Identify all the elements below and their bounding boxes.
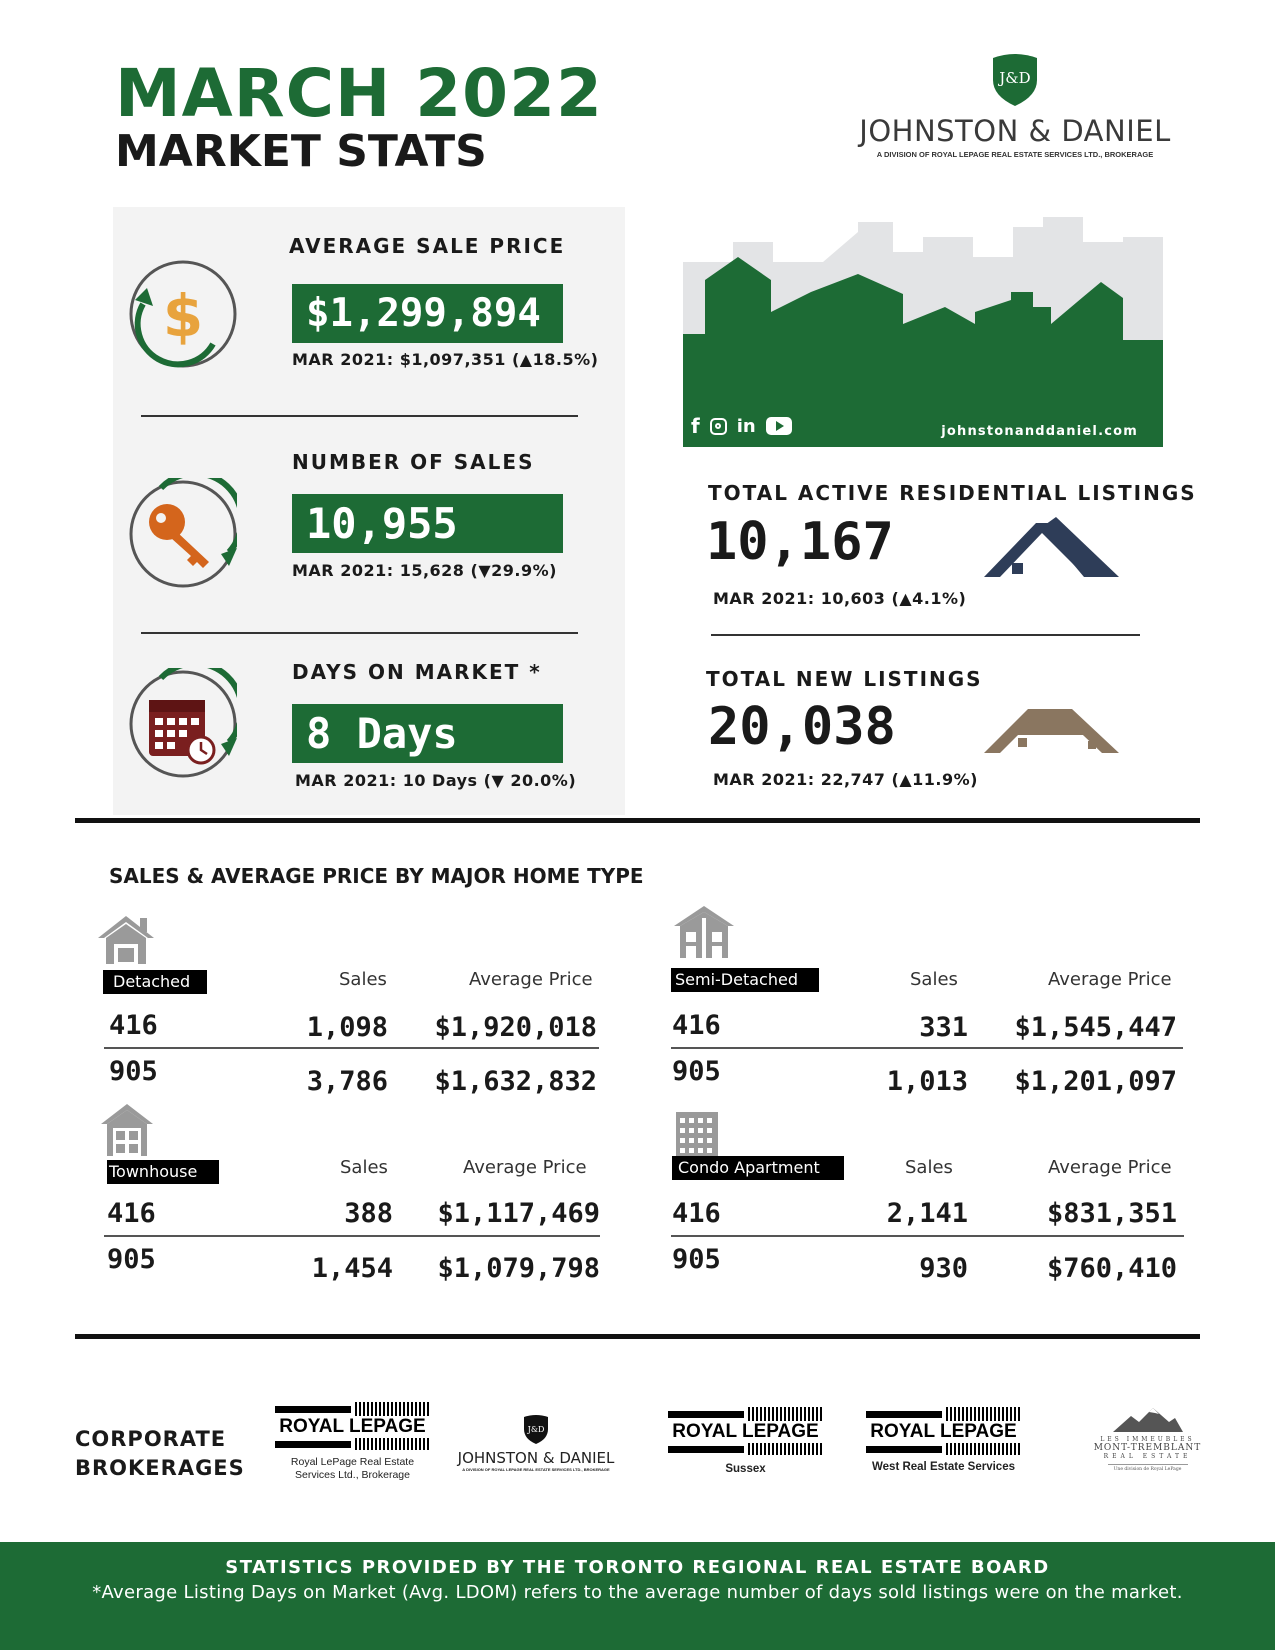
col-head-avg-price: Average Price	[1048, 1157, 1172, 1178]
calendar-icon	[125, 668, 237, 784]
type-tag-townhouse: Townhouse	[107, 1160, 219, 1184]
townhouse-905-area: 905	[107, 1244, 156, 1275]
detached-905-area: 905	[109, 1056, 158, 1087]
footer-note: *Average Listing Days on Market (Avg. LDOM) refers to the average number of days sold listings were on the market.	[92, 1582, 1183, 1603]
condo-416-sales: 2,141	[886, 1198, 968, 1229]
divider	[141, 415, 578, 417]
johnston-daniel-logo	[850, 50, 1180, 159]
new-listings-value: 20,038	[708, 697, 896, 757]
mont-tremblant-logo: LES IMMEUBLES MONT-TREMBLANT REAL ESTATE Une division de Royal LePage	[1090, 1408, 1205, 1472]
row-divider	[671, 1235, 1184, 1237]
num-sales-comparison: MAR 2021: 15,628 (▼29.9%)	[292, 561, 557, 580]
divider	[711, 634, 1140, 636]
semi-416-area: 416	[672, 1010, 721, 1041]
semi-416-price: $1,545,447	[1014, 1012, 1177, 1043]
active-listings-comparison: MAR 2021: 10,603 (▲4.1%)	[713, 589, 967, 608]
row-divider	[671, 1047, 1183, 1049]
active-listings-label: TOTAL ACTIVE RESIDENTIAL LISTINGS	[708, 481, 1197, 505]
semi-detached-icon	[672, 904, 736, 964]
svg-text:$: $	[162, 282, 204, 350]
condo-905-price: $760,410	[1046, 1253, 1177, 1284]
townhouse-416-sales: 388	[344, 1198, 393, 1229]
col-head-sales: Sales	[339, 969, 387, 990]
instagram-icon[interactable]	[710, 418, 727, 435]
section-divider	[75, 1334, 1200, 1339]
type-tag-condo: Condo Apartment	[672, 1156, 844, 1180]
house-roof-navy-icon	[984, 515, 1119, 584]
col-head-sales: Sales	[340, 1157, 388, 1178]
house-roof-brown-icon	[984, 705, 1119, 759]
royal-lepage-sussex-logo: ROYAL LEPAGE Sussex	[668, 1407, 823, 1475]
townhouse-icon	[99, 1102, 155, 1162]
detached-house-icon	[96, 914, 156, 970]
condo-905-area: 905	[672, 1244, 721, 1275]
col-head-avg-price: Average Price	[1048, 969, 1172, 990]
semi-905-price: $1,201,097	[1014, 1066, 1177, 1097]
avg-price-label: AVERAGE SALE PRICE	[289, 234, 566, 258]
royal-lepage-west-logo: ROYAL LEPAGE West Real Estate Services	[866, 1407, 1021, 1473]
mountain-icon	[1113, 1408, 1183, 1432]
condo-416-area: 416	[672, 1198, 721, 1229]
section-divider	[75, 818, 1200, 823]
dollar-icon	[125, 258, 237, 374]
col-head-avg-price: Average Price	[463, 1157, 587, 1178]
detached-416-price: $1,920,018	[434, 1012, 597, 1043]
svg-text:J&D: J&D	[527, 1425, 545, 1434]
active-listings-value: 10,167	[706, 512, 894, 572]
condo-905-sales: 930	[919, 1253, 968, 1284]
semi-905-sales: 1,013	[886, 1066, 968, 1097]
dom-label: DAYS ON MARKET *	[292, 660, 542, 684]
youtube-icon[interactable]	[766, 417, 792, 435]
townhouse-416-area: 416	[107, 1198, 156, 1229]
website-link[interactable]: johnstonanddaniel.com	[941, 424, 1138, 439]
footer-band	[0, 1542, 1275, 1650]
shield-logo-icon	[989, 50, 1041, 108]
type-tag-detached: Detached	[103, 970, 207, 994]
footer-source: STATISTICS PROVIDED BY THE TORONTO REGIONAL REAL ESTATE BOARD	[225, 1557, 1050, 1578]
key-icon	[125, 478, 237, 594]
page-title: MARCH 2022	[115, 55, 603, 132]
new-listings-label: TOTAL NEW LISTINGS	[706, 667, 983, 691]
detached-416-area: 416	[109, 1010, 158, 1041]
condo-416-price: $831,351	[1046, 1198, 1177, 1229]
shield-logo-icon	[522, 1413, 550, 1445]
logo-name: JOHNSTON & DANIEL	[859, 114, 1171, 148]
new-listings-comparison: MAR 2021: 22,747 (▲11.9%)	[713, 770, 978, 789]
skyline-banner	[683, 212, 1163, 447]
semi-905-area: 905	[672, 1056, 721, 1087]
num-sales-value: 10,955	[292, 494, 563, 553]
type-tag-semi-detached: Semi-Detached	[671, 968, 819, 992]
row-divider	[104, 1235, 600, 1237]
townhouse-905-sales: 1,454	[311, 1253, 393, 1284]
johnston-daniel-small-logo: J&D JOHNSTON & DANIEL A DIVISION OF ROYAL LEPAGE REAL ESTATE SERVICES LTD., BROKERAGE	[450, 1413, 622, 1472]
avg-price-value: $1,299,894	[292, 284, 563, 343]
logo-subtitle: A DIVISION OF ROYAL LEPAGE REAL ESTATE SERVICES LTD., BROKERAGE	[876, 150, 1154, 159]
facebook-icon[interactable]: f	[691, 414, 700, 438]
dom-value: 8 Days	[292, 704, 563, 763]
num-sales-label: NUMBER OF SALES	[292, 450, 535, 474]
avg-price-comparison: MAR 2021: $1,097,351 (▲18.5%)	[292, 350, 599, 369]
townhouse-905-price: $1,079,798	[437, 1253, 600, 1284]
page-subtitle: MARKET STATS	[115, 126, 487, 177]
divider	[141, 632, 578, 634]
linkedin-icon[interactable]: in	[736, 415, 756, 437]
col-head-sales: Sales	[910, 969, 958, 990]
detached-905-sales: 3,786	[306, 1066, 388, 1097]
detached-416-sales: 1,098	[306, 1012, 388, 1043]
corporate-brokerages-label: CORPORATE BROKERAGES	[75, 1427, 245, 1480]
townhouse-416-price: $1,117,469	[437, 1198, 600, 1229]
col-head-avg-price: Average Price	[469, 969, 593, 990]
home-type-section-title: SALES & AVERAGE PRICE BY MAJOR HOME TYPE	[109, 864, 644, 888]
dom-comparison: MAR 2021: 10 Days (▼ 20.0%)	[295, 771, 577, 790]
royal-lepage-logo: ROYAL LEPAGE Royal LePage Real Estate Services Ltd., Brokerage	[275, 1402, 430, 1482]
row-divider	[104, 1047, 599, 1049]
svg-text:J&D: J&D	[999, 69, 1031, 87]
semi-416-sales: 331	[919, 1012, 968, 1043]
detached-905-price: $1,632,832	[434, 1066, 597, 1097]
col-head-sales: Sales	[905, 1157, 953, 1178]
